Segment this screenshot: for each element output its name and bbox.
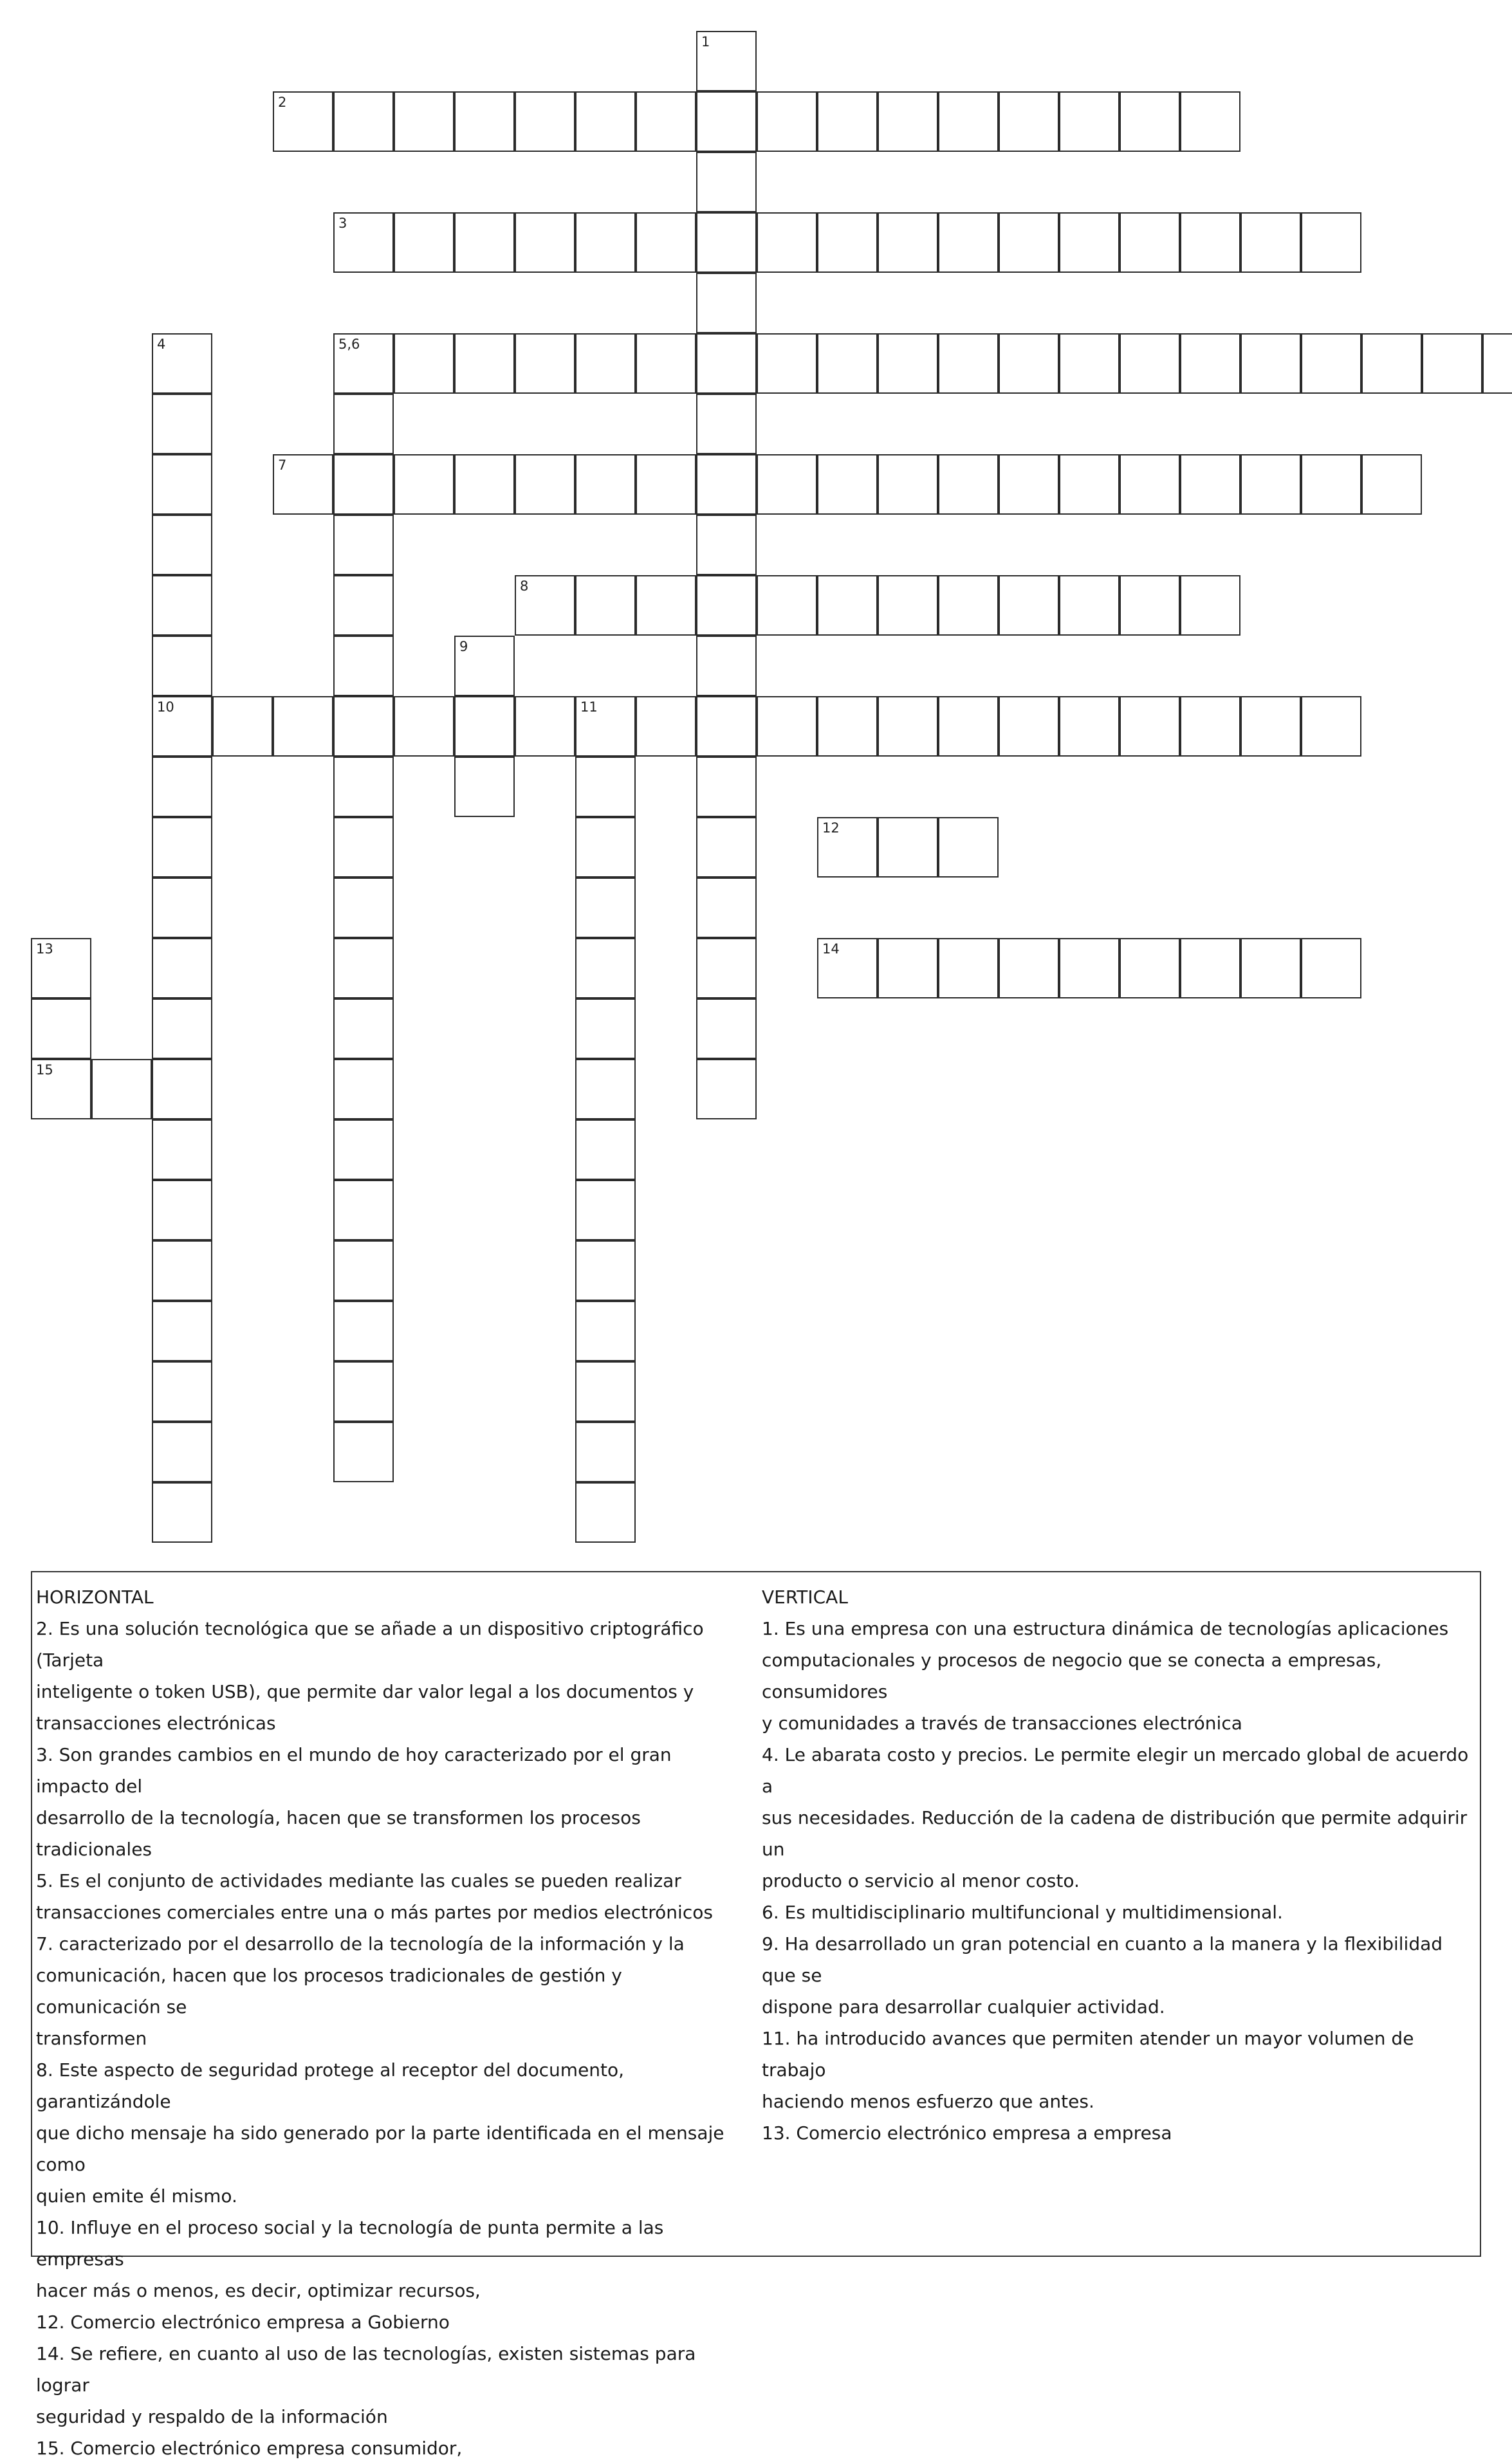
vertical-clues	[762, 1581, 1476, 2149]
grid-cell[interactable]	[575, 1119, 636, 1180]
grid-cell[interactable]	[152, 1059, 212, 1119]
clue-line: 15. Comercio electrónico empresa consumidor,	[36, 2438, 463, 2459]
grid-cell[interactable]	[817, 696, 878, 757]
grid-cell[interactable]	[152, 333, 212, 394]
grid-cell[interactable]	[333, 212, 394, 273]
grid-cell[interactable]	[515, 454, 575, 515]
grid-cell[interactable]	[1361, 454, 1422, 515]
clue-number: 7	[278, 457, 287, 473]
clue-line: producto o servicio al menor costo.	[762, 1870, 1080, 1891]
grid-cell[interactable]	[696, 696, 757, 757]
grid-cell[interactable]	[878, 938, 938, 998]
grid-cell[interactable]	[273, 91, 333, 152]
grid-cell[interactable]	[91, 1059, 152, 1119]
grid-cell[interactable]	[999, 938, 1059, 998]
clue-line: 2. Es una solución tecnológica que se añade a un dispositivo criptográfico (Tarjeta	[36, 1618, 704, 1671]
grid-cell[interactable]	[696, 575, 757, 636]
grid-cell[interactable]	[1240, 938, 1301, 998]
clue-line: sus necesidades. Reducción de la cadena de distribución que permite adquirir un	[762, 1807, 1468, 1860]
clue-number: 13	[36, 941, 53, 957]
grid-cell[interactable]	[1059, 333, 1120, 394]
grid-cell[interactable]	[333, 817, 394, 878]
grid-cell[interactable]	[575, 878, 636, 938]
clue-line: 10. Influye en el proceso social y la tecnología de punta permite a las empresas	[36, 2217, 664, 2270]
clue-line: 13. Comercio electrónico empresa a empresa	[762, 2122, 1172, 2144]
grid-cell[interactable]	[575, 817, 636, 878]
grid-cell[interactable]	[696, 817, 757, 878]
clue-number: 8	[520, 578, 529, 594]
grid-cell[interactable]	[938, 454, 999, 515]
grid-cell[interactable]	[696, 91, 757, 152]
grid-cell[interactable]	[1059, 696, 1120, 757]
grid-cell[interactable]	[575, 1422, 636, 1482]
grid-cell[interactable]	[1180, 91, 1240, 152]
grid-cell[interactable]	[757, 333, 817, 394]
clue-line: 1. Es una empresa con una estructura dinámica de tecnologías aplicaciones	[762, 1618, 1449, 1639]
grid-cell[interactable]	[333, 1301, 394, 1361]
clue-number: 1	[701, 34, 710, 50]
grid-cell[interactable]	[696, 998, 757, 1059]
clue-line: 11. ha introducido avances que permiten atender un mayor volumen de trabajo	[762, 2028, 1414, 2081]
grid-cell[interactable]	[454, 636, 515, 696]
grid-cell[interactable]	[333, 938, 394, 998]
grid-cell[interactable]	[575, 91, 636, 152]
grid-cell[interactable]	[999, 91, 1059, 152]
grid-cell[interactable]	[1120, 91, 1180, 152]
clue-number: 12	[822, 820, 840, 836]
grid-cell[interactable]	[152, 1180, 212, 1240]
grid-cell[interactable]	[696, 212, 757, 273]
grid-cell[interactable]	[333, 1119, 394, 1180]
grid-cell[interactable]	[152, 394, 212, 454]
grid-cell[interactable]	[333, 515, 394, 575]
grid-cell[interactable]	[273, 696, 333, 757]
grid-cell[interactable]	[575, 757, 636, 817]
grid-cell[interactable]	[1482, 333, 1512, 394]
grid-cell[interactable]	[817, 817, 878, 878]
grid-cell[interactable]	[999, 696, 1059, 757]
grid-cell[interactable]	[575, 1059, 636, 1119]
grid-cell[interactable]	[515, 575, 575, 636]
grid-cell[interactable]	[1180, 696, 1240, 757]
grid-cell[interactable]	[333, 757, 394, 817]
grid-cell[interactable]	[515, 696, 575, 757]
grid-cell[interactable]	[1180, 212, 1240, 273]
grid-cell[interactable]	[333, 696, 394, 757]
grid-cell[interactable]	[636, 91, 696, 152]
grid-cell[interactable]	[696, 454, 757, 515]
grid-cell[interactable]	[333, 998, 394, 1059]
grid-cell[interactable]	[1301, 333, 1361, 394]
grid-cell[interactable]	[394, 91, 454, 152]
grid-cell[interactable]	[999, 454, 1059, 515]
grid-cell[interactable]	[333, 454, 394, 515]
grid-cell[interactable]	[1120, 696, 1180, 757]
grid-cell[interactable]	[696, 273, 757, 333]
grid-cell[interactable]	[333, 1422, 394, 1482]
grid-cell[interactable]	[1301, 696, 1361, 757]
grid-cell[interactable]	[1361, 333, 1422, 394]
grid-cell[interactable]	[1180, 454, 1240, 515]
grid-cell[interactable]	[454, 91, 515, 152]
grid-cell[interactable]	[696, 394, 757, 454]
grid-cell[interactable]	[878, 454, 938, 515]
grid-cell[interactable]	[1059, 91, 1120, 152]
clue-line: transacciones electrónicas	[36, 1713, 276, 1734]
grid-cell[interactable]	[636, 212, 696, 273]
grid-cell[interactable]	[575, 212, 636, 273]
grid-cell[interactable]	[575, 1240, 636, 1301]
grid-cell[interactable]	[636, 454, 696, 515]
grid-cell[interactable]	[152, 454, 212, 515]
grid-cell[interactable]	[333, 91, 394, 152]
clue-line: comunicación, hacen que los procesos tradicionales de gestión y comunicación se	[36, 1965, 622, 2018]
grid-cell[interactable]	[1120, 938, 1180, 998]
clue-line: que dicho mensaje ha sido generado por la parte identificada en el mensaje como	[36, 2122, 724, 2175]
grid-cell[interactable]	[333, 878, 394, 938]
grid-cell[interactable]	[31, 1059, 91, 1119]
grid-cell[interactable]	[152, 1240, 212, 1301]
grid-cell[interactable]	[696, 515, 757, 575]
grid-cell[interactable]	[938, 91, 999, 152]
grid-cell[interactable]	[1059, 938, 1120, 998]
grid-cell[interactable]	[817, 333, 878, 394]
clue-line: desarrollo de la tecnología, hacen que se transformen los procesos tradicionales	[36, 1807, 641, 1860]
grid-cell[interactable]	[515, 333, 575, 394]
grid-cell[interactable]	[394, 212, 454, 273]
grid-cell[interactable]	[878, 575, 938, 636]
grid-cell[interactable]	[696, 333, 757, 394]
clue-line: computacionales y procesos de negocio que se conecta a empresas, consumidores	[762, 1650, 1382, 1702]
grid-cell[interactable]	[636, 575, 696, 636]
grid-cell[interactable]	[152, 878, 212, 938]
grid-cell[interactable]	[152, 636, 212, 696]
grid-cell[interactable]	[1180, 575, 1240, 636]
grid-cell[interactable]	[575, 454, 636, 515]
grid-cell[interactable]	[333, 575, 394, 636]
clue-line: 6. Es multidisciplinario multifuncional y multidimensional.	[762, 1902, 1283, 1923]
vertical-title: VERTICAL	[762, 1586, 848, 1608]
grid-cell[interactable]	[1059, 454, 1120, 515]
grid-cell[interactable]	[31, 938, 91, 998]
grid-cell[interactable]	[938, 212, 999, 273]
grid-cell[interactable]	[212, 696, 273, 757]
horizontal-title: HORIZONTAL	[36, 1586, 154, 1608]
grid-cell[interactable]	[757, 212, 817, 273]
grid-cell[interactable]	[152, 1422, 212, 1482]
grid-cell[interactable]	[152, 817, 212, 878]
grid-cell[interactable]	[333, 333, 394, 394]
grid-cell[interactable]	[938, 575, 999, 636]
grid-cell[interactable]	[1120, 575, 1180, 636]
grid-cell[interactable]	[152, 1361, 212, 1422]
clue-line: transacciones comerciales entre una o más partes por medios electrónicos	[36, 1902, 713, 1923]
grid-cell[interactable]	[696, 636, 757, 696]
grid-cell[interactable]	[152, 1301, 212, 1361]
grid-cell[interactable]	[31, 998, 91, 1059]
grid-cell[interactable]	[575, 998, 636, 1059]
grid-cell[interactable]	[817, 938, 878, 998]
grid-cell[interactable]	[636, 696, 696, 757]
grid-cell[interactable]	[575, 1301, 636, 1361]
grid-cell[interactable]	[1422, 333, 1482, 394]
grid-cell[interactable]	[938, 696, 999, 757]
grid-cell[interactable]	[878, 212, 938, 273]
grid-cell[interactable]	[1120, 454, 1180, 515]
clue-number: 11	[580, 699, 598, 715]
grid-cell[interactable]	[454, 212, 515, 273]
grid-cell[interactable]	[575, 575, 636, 636]
grid-cell[interactable]	[454, 696, 515, 757]
grid-cell[interactable]	[1240, 696, 1301, 757]
clue-line: inteligente o token USB), que permite dar valor legal a los documentos y	[36, 1681, 694, 1702]
grid-cell[interactable]	[1301, 938, 1361, 998]
grid-cell[interactable]	[152, 1482, 212, 1543]
clue-line: 4. Le abarata costo y precios. Le permite elegir un mercado global de acuerdo a	[762, 1744, 1469, 1797]
grid-cell[interactable]	[333, 394, 394, 454]
grid-cell[interactable]	[333, 1059, 394, 1119]
clue-number: 4	[157, 336, 166, 352]
grid-cell[interactable]	[999, 212, 1059, 273]
grid-cell[interactable]	[757, 696, 817, 757]
grid-cell[interactable]	[394, 333, 454, 394]
grid-cell[interactable]	[152, 1119, 212, 1180]
clue-line: y comunidades a través de transacciones electrónica	[762, 1713, 1242, 1734]
grid-cell[interactable]	[1120, 333, 1180, 394]
clue-line: 8. Este aspecto de seguridad protege al receptor del documento, garantizándole	[36, 2059, 625, 2112]
grid-cell[interactable]	[515, 212, 575, 273]
grid-cell[interactable]	[575, 938, 636, 998]
clue-line: quien emite él mismo.	[36, 2185, 237, 2207]
grid-cell[interactable]	[696, 1059, 757, 1119]
grid-cell[interactable]	[696, 152, 757, 212]
grid-cell[interactable]	[333, 1361, 394, 1422]
grid-cell[interactable]	[1301, 454, 1361, 515]
grid-cell[interactable]	[1120, 212, 1180, 273]
grid-cell[interactable]	[1240, 333, 1301, 394]
grid-cell[interactable]	[878, 91, 938, 152]
grid-cell[interactable]	[696, 31, 757, 91]
clue-line: 3. Son grandes cambios en el mundo de hoy caracterizado por el gran impacto del	[36, 1744, 672, 1797]
grid-cell[interactable]	[757, 454, 817, 515]
grid-cell[interactable]	[1059, 575, 1120, 636]
grid-cell[interactable]	[575, 1482, 636, 1543]
clues-box	[31, 1571, 1481, 2459]
grid-cell[interactable]	[152, 757, 212, 817]
clue-number: 5,6	[338, 336, 360, 352]
clue-number: 15	[36, 1062, 53, 1078]
horizontal-clues	[36, 1581, 745, 2464]
clue-line: dispone para desarrollar cualquier actividad.	[762, 1996, 1165, 2018]
grid-cell[interactable]	[999, 333, 1059, 394]
grid-cell[interactable]	[1059, 212, 1120, 273]
grid-cell[interactable]	[1180, 333, 1240, 394]
clue-line: 14. Se refiere, en cuanto al uso de las tecnologías, existen sistemas para lograr	[36, 2343, 696, 2396]
grid-cell[interactable]	[394, 696, 454, 757]
grid-cell[interactable]	[575, 1361, 636, 1422]
clue-line: 12. Comercio electrónico empresa a Gobierno	[36, 2312, 450, 2333]
grid-cell[interactable]	[333, 636, 394, 696]
grid-cell[interactable]	[938, 938, 999, 998]
grid-cell[interactable]	[757, 91, 817, 152]
grid-cell[interactable]	[152, 515, 212, 575]
grid-cell[interactable]	[575, 333, 636, 394]
clue-line: seguridad y respaldo de la información	[36, 2406, 388, 2427]
clue-number: 10	[157, 699, 174, 715]
grid-cell[interactable]	[273, 454, 333, 515]
grid-cell[interactable]	[575, 1180, 636, 1240]
clue-number: 9	[459, 639, 468, 654]
grid-cell[interactable]	[333, 1240, 394, 1301]
clue-number: 3	[338, 216, 347, 231]
grid-cell[interactable]	[817, 575, 878, 636]
grid-cell[interactable]	[817, 91, 878, 152]
clue-line: 9. Ha desarrollado un gran potencial en cuanto a la manera y la flexibilidad que se	[762, 1933, 1443, 1986]
grid-cell[interactable]	[575, 696, 636, 757]
grid-cell[interactable]	[152, 575, 212, 636]
grid-cell[interactable]	[152, 696, 212, 757]
grid-cell[interactable]	[1240, 454, 1301, 515]
clue-line: haciendo menos esfuerzo que antes.	[762, 2091, 1094, 2112]
grid-cell[interactable]	[152, 998, 212, 1059]
grid-cell[interactable]	[1180, 938, 1240, 998]
clue-line: 7. caracterizado por el desarrollo de la tecnología de la información y la	[36, 1933, 685, 1954]
grid-cell[interactable]	[696, 938, 757, 998]
grid-cell[interactable]	[636, 333, 696, 394]
grid-cell[interactable]	[454, 757, 515, 817]
clue-line: 5. Es el conjunto de actividades mediante las cuales se pueden realizar	[36, 1870, 681, 1891]
grid-cell[interactable]	[152, 938, 212, 998]
grid-cell[interactable]	[696, 878, 757, 938]
grid-cell[interactable]	[454, 454, 515, 515]
grid-cell[interactable]	[878, 333, 938, 394]
clue-line: transformen	[36, 2028, 147, 2049]
grid-cell[interactable]	[454, 333, 515, 394]
grid-cell[interactable]	[515, 91, 575, 152]
grid-cell[interactable]	[333, 1180, 394, 1240]
grid-cell[interactable]	[878, 696, 938, 757]
clue-number: 2	[278, 95, 287, 110]
grid-cell[interactable]	[938, 817, 999, 878]
grid-cell[interactable]	[999, 575, 1059, 636]
clue-line: hacer más o menos, es decir, optimizar recursos,	[36, 2280, 481, 2301]
grid-cell[interactable]	[757, 575, 817, 636]
grid-cell[interactable]	[1301, 212, 1361, 273]
grid-cell[interactable]	[1240, 212, 1301, 273]
clue-number: 14	[822, 941, 840, 957]
grid-cell[interactable]	[938, 333, 999, 394]
grid-cell[interactable]	[817, 212, 878, 273]
grid-cell[interactable]	[696, 757, 757, 817]
grid-cell[interactable]	[878, 817, 938, 878]
grid-cell[interactable]	[817, 454, 878, 515]
grid-cell[interactable]	[394, 454, 454, 515]
